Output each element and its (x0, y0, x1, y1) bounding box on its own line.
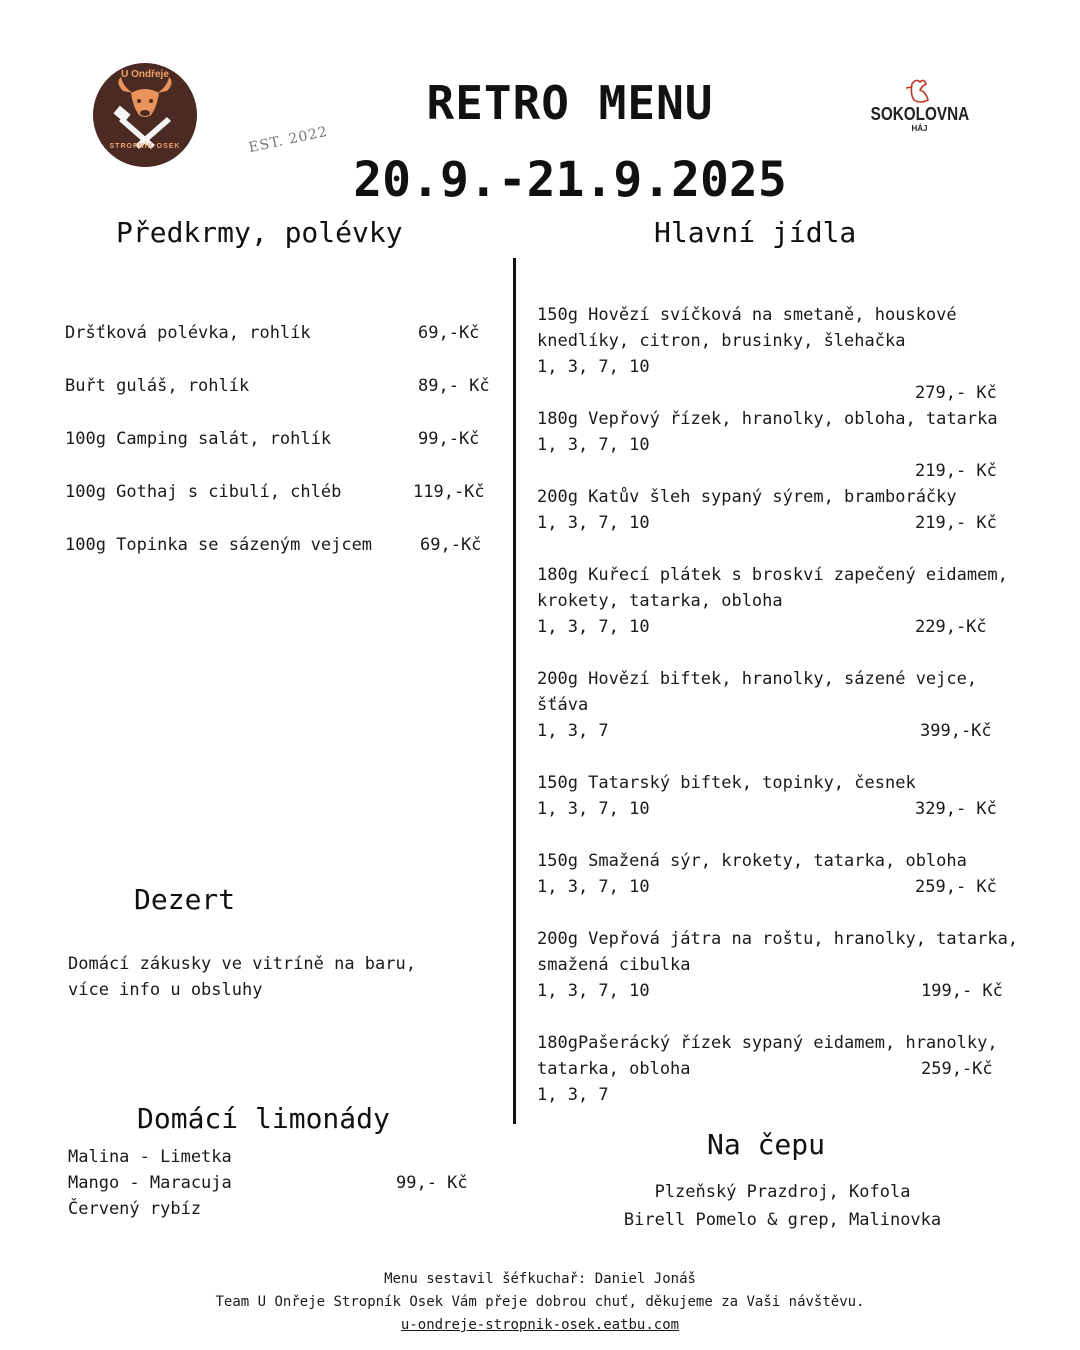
main-allergens: 1, 3, 7 (537, 721, 609, 741)
mains-heading: Hlavní jídla (654, 216, 857, 249)
tap-heading: Na čepu (707, 1128, 826, 1161)
starter-item: 100g Camping salát, rohlík (65, 429, 332, 449)
main-price: 259,-Kč (921, 1059, 993, 1079)
starter-price: 99,-Kč (418, 429, 480, 449)
main-allergens: 1, 3, 7, 10 (537, 877, 650, 897)
starter-price: 89,- Kč (418, 376, 490, 396)
starter-price: 69,-Kč (418, 323, 480, 343)
starters-heading: Předkrmy, polévky (116, 216, 403, 249)
dessert-line: více info u obsluhy (68, 980, 263, 1000)
main-item-line: 200g Hovězí biftek, hranolky, sázené vejce, (537, 669, 978, 689)
column-divider (513, 258, 516, 1124)
footer-chef: Menu sestavil šéfkuchař: Daniel Jonáš (384, 1271, 696, 1287)
starter-item: Dršťková polévka, rohlík (65, 323, 311, 343)
dessert-line: Domácí zákusky ve vitríně na baru, (68, 954, 416, 974)
lemonade-price: 99,- Kč (396, 1173, 468, 1193)
main-allergens: 1, 3, 7, 10 (537, 435, 650, 455)
main-allergens: 1, 3, 7, 10 (537, 799, 650, 819)
main-price: 399,-Kč (920, 721, 992, 741)
dessert-heading: Dezert (134, 883, 236, 916)
main-item-line: 150g Tatarský biftek, topinky, česnek (537, 773, 916, 793)
page-title: RETRO MENU (426, 76, 714, 130)
main-item-line: 150g Hovězí svíčková na smetaně, houskové (537, 305, 957, 325)
main-item-line: šťáva (537, 695, 589, 715)
main-allergens: 1, 3, 7, 10 (537, 357, 650, 377)
logo-arc-text: STROPNÍK OSEK (109, 143, 181, 150)
website-link[interactable]: u-ondreje-stropnik-osek.eatbu.com (400, 1317, 680, 1333)
main-price: 229,-Kč (915, 617, 987, 637)
main-item-line: smažená cibulka (537, 955, 691, 975)
main-price: 199,- Kč (921, 981, 1003, 1001)
menu-dates: 20.9.-21.9.2025 (353, 152, 787, 208)
main-item-line: 180g Vepřový řízek, hranolky, obloha, tatarka (537, 409, 998, 429)
main-allergens: 1, 3, 7, 10 (537, 981, 650, 1001)
starter-item: Buřt guláš, rohlík (65, 376, 250, 396)
main-item-line: 180gPašerácký řízek sypaný eidamem, hranolky, (537, 1033, 998, 1053)
footer-thanks: Team U Onřeje Stropník Osek Vám přeje dobrou chuť, děkujeme za Vaši návštěvu. (215, 1294, 865, 1310)
main-allergens: 1, 3, 7 (537, 1085, 609, 1105)
main-price: 219,- Kč (915, 513, 997, 533)
main-price: 219,- Kč (915, 461, 997, 481)
main-item-line: knedlíky, citron, brusinky, šlehačka (537, 331, 906, 351)
main-price: 279,- Kč (915, 383, 997, 403)
restaurant-logo (93, 63, 197, 167)
tap-line: Plzeňský Prazdroj, Kofola (654, 1182, 911, 1202)
footer-url (0, 1314, 1080, 1336)
main-item-line: 200g Vepřová játra na roštu, hranolky, tatarka, (537, 929, 1019, 949)
est-stamp: EST. 2022 (247, 123, 330, 157)
lemonade-item: Červený rybíz (68, 1199, 202, 1219)
main-item-line: 180g Kuřecí plátek s broskví zapečený eidamem, (537, 565, 1008, 585)
starter-price: 69,-Kč (420, 535, 482, 555)
lemonade-item: Malina - Limetka (68, 1147, 232, 1167)
lemonade-item: Mango - Maracuja (68, 1173, 232, 1193)
main-item-line: tatarka, obloha (537, 1059, 691, 1079)
main-item-line: 200g Katův šleh sypaný sýrem, bramboráčky (537, 487, 957, 507)
main-price: 259,- Kč (915, 877, 997, 897)
sokolovna-sub: HÁJ (911, 124, 928, 133)
starter-item: 100g Gothaj s cibulí, chléb (65, 482, 342, 502)
main-allergens: 1, 3, 7, 10 (537, 617, 650, 637)
main-item-line: 150g Smažená sýr, krokety, tatarka, obloha (537, 851, 967, 871)
logo-name: U Ondřeje (121, 69, 169, 80)
starter-price: 119,-Kč (413, 482, 485, 502)
tap-line: Birell Pomelo & grep, Malinovka (623, 1210, 942, 1230)
lemonades-heading: Domácí limonády (137, 1102, 390, 1135)
main-item-line: krokety, tatarka, obloha (537, 591, 783, 611)
main-allergens: 1, 3, 7, 10 (537, 513, 650, 533)
sokolovna-name: SOKOLOVNA (870, 104, 970, 124)
starter-item: 100g Topinka se sázeným vejcem (65, 535, 373, 555)
sokolovna-logo (862, 78, 977, 138)
main-price: 329,- Kč (915, 799, 997, 819)
